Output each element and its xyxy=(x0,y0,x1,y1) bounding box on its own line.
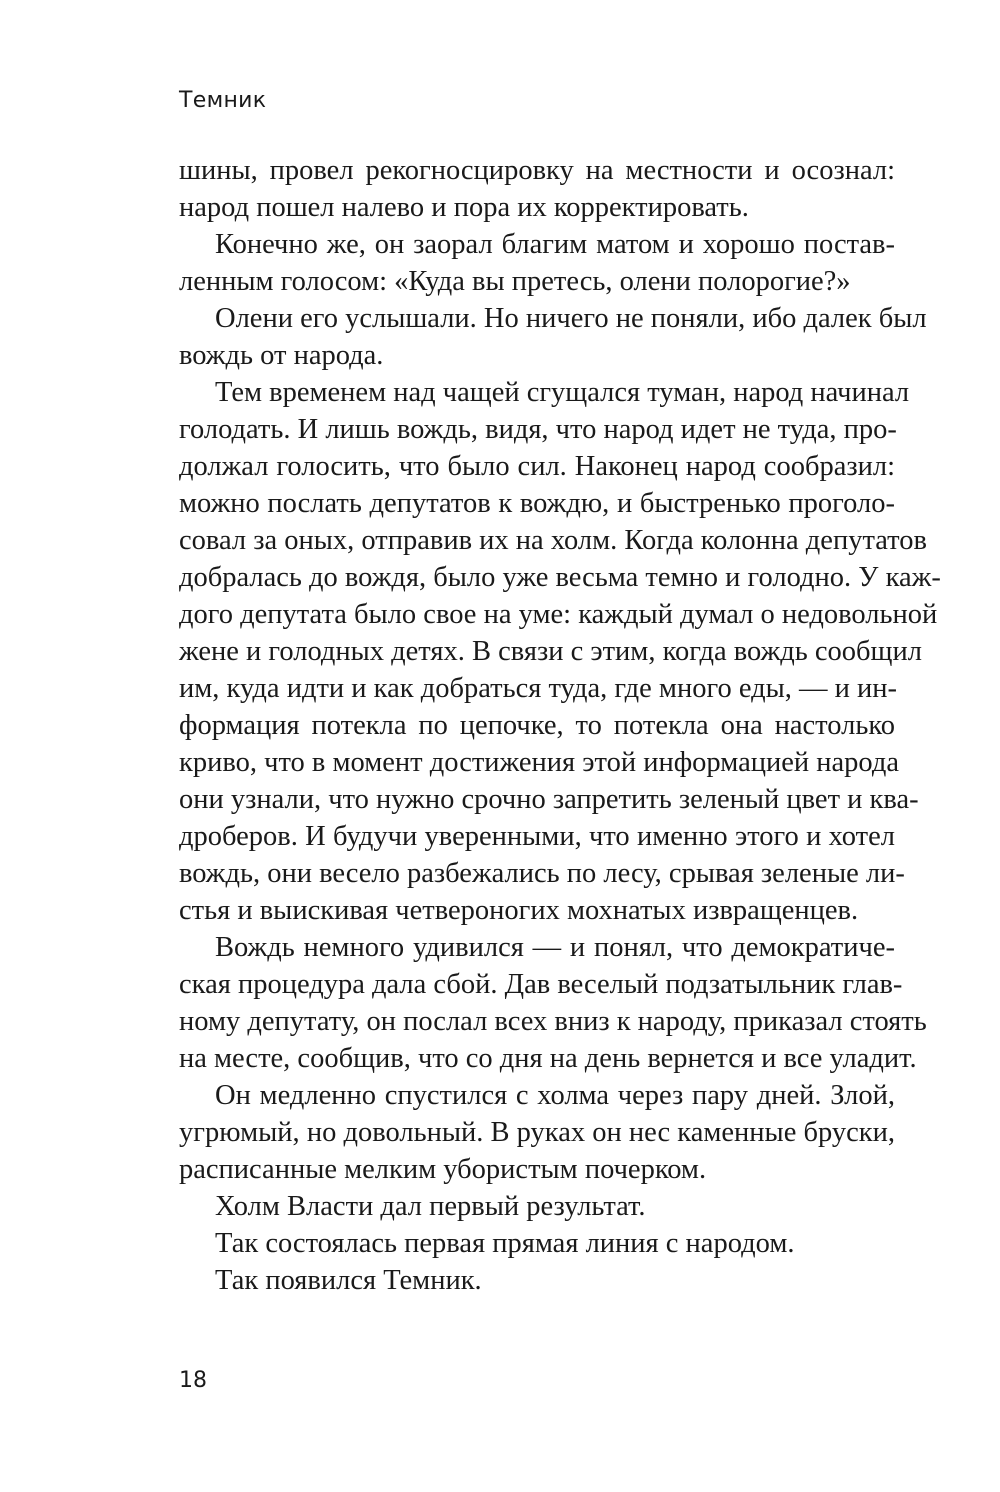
paragraph xyxy=(179,1077,895,1188)
text-line: стья и выискивая четвероногих мохнатых извращенцев. xyxy=(179,895,859,926)
text-line: им, куда идти и как добраться туда, где много еды, — и ин- xyxy=(179,673,897,704)
text-line: вождь от народа. xyxy=(179,340,384,371)
text-line: угрюмый, но довольный. В руках он нес каменные бруски, xyxy=(179,1117,895,1148)
text-line: Он медленно спустился с холма через пару дней. Злой, xyxy=(215,1080,895,1111)
text-line: можно послать депутатов к вождю, и быстренько проголо- xyxy=(179,488,895,519)
running-head: Темник xyxy=(179,88,267,113)
text-line: криво, что в момент достижения этой информацией народа xyxy=(179,747,899,778)
text-line: ская процедура дала сбой. Дав веселый подзатыльник глав- xyxy=(179,969,903,1000)
body-text xyxy=(179,152,941,1299)
paragraph xyxy=(179,374,941,929)
text-line: формация потекла по цепочке, то потекла она настолько xyxy=(179,710,895,741)
paragraph xyxy=(179,152,895,226)
text-line: они узнали, что нужно срочно запретить зеленый цвет и ква- xyxy=(179,784,919,815)
text-line: голодать. И лишь вождь, видя, что народ идет не туда, про- xyxy=(179,414,897,445)
text-line: ному депутату, он послал всех вниз к народу, приказал стоять xyxy=(179,1006,927,1037)
paragraph xyxy=(179,1262,895,1299)
text-line: должал голосить, что было сил. Наконец народ сообразил: xyxy=(179,451,895,482)
text-line: вождь, они весело разбежались по лесу, срывая зеленые ли- xyxy=(179,858,905,889)
text-line: Олени его услышали. Но ничего не поняли, ибо далек был xyxy=(215,303,927,334)
text-line: дроберов. И будучи уверенными, что именно этого и хотел xyxy=(179,821,895,852)
text-line: Конечно же, он заорал благим матом и хорошо постав- xyxy=(215,229,895,260)
text-line: жене и голодных детях. В связи с этим, когда вождь сообщил xyxy=(179,636,922,667)
text-line: ленным голосом: «Куда вы претесь, олени полорогие?» xyxy=(179,266,851,297)
text-line: Так состоялась первая прямая линия с народом. xyxy=(215,1228,795,1259)
text-line: Тем временем над чащей сгущался туман, народ начинал xyxy=(215,377,910,408)
paragraph xyxy=(179,1188,895,1225)
text-line: Холм Власти дал первый результат. xyxy=(215,1191,646,1222)
paragraph xyxy=(179,300,927,374)
paragraph xyxy=(179,1225,895,1262)
text-line: Вождь немного удивился — и понял, что демократиче- xyxy=(215,932,895,963)
text-line: на месте, сообщив, что со дня на день вернется и все уладит. xyxy=(179,1043,917,1074)
text-line: Так появился Темник. xyxy=(215,1265,482,1296)
paragraph xyxy=(179,226,895,300)
text-line: добралась до вождя, было уже весьма темно и голодно. У каж- xyxy=(179,562,941,593)
text-line: дого депутата было свое на уме: каждый думал о недовольной xyxy=(179,599,938,630)
text-line: народ пошел налево и пора их корректировать. xyxy=(179,192,749,223)
text-line: совал за оных, отправив их на холм. Когда колонна депутатов xyxy=(179,525,927,556)
paragraph xyxy=(179,929,927,1077)
page-number: 18 xyxy=(179,1368,207,1393)
text-line: шины, провел рекогносцировку на местности и осознал: xyxy=(179,155,895,186)
text-line: расписанные мелким убористым почерком. xyxy=(179,1154,707,1185)
